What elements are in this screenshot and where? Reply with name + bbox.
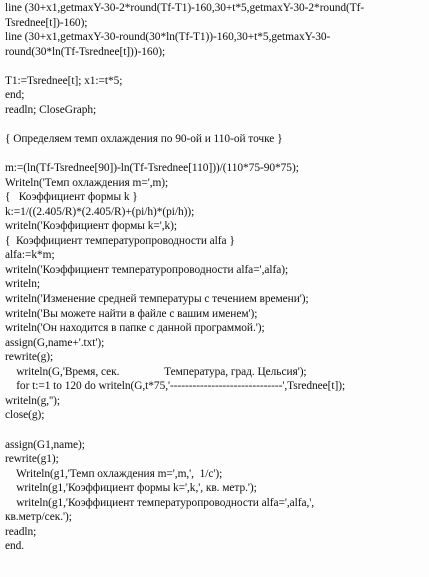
code-line: end; <box>5 89 25 102</box>
code-line: writeln('Вы можете найти в файле с вашим именем'); <box>5 307 258 320</box>
code-line: { Коэффициент температуропроводности alfa } <box>5 234 235 247</box>
code-line: m:=(ln(Tf-Tsrednee[90])-ln(Tf-Tsrednee[110]))/(110*75-90*75); <box>5 162 299 175</box>
code-line: writeln('Коэффициент формы k=',k); <box>5 220 178 233</box>
code-line: line (30+x1,getmaxY-30-2*round(Tf-T1)-160,30+t*5,getmaxY-30-2*round(Tf- <box>5 2 365 14</box>
code-line: writeln(g1,'Коэффициент температуропроводности alfa=',alfa,', <box>5 496 315 509</box>
code-line: Writeln('Темп охлаждения m=',m); <box>5 176 169 189</box>
code-line: writeln('Коэффициент температуропроводности alfa=',alfa); <box>5 263 289 276</box>
code-line: writeln('Изменение средней температуры с течением времени'); <box>5 293 309 305</box>
code-line: k:=1/((2.405/R)*(2.405/R)+(pi/h)*(pi/h)); <box>5 205 195 218</box>
code-line: close(g); <box>5 409 45 422</box>
code-line: Writeln(g1,'Темп охлаждения m=',m,', 1/c'); <box>5 467 223 480</box>
code-line: end. <box>5 540 25 553</box>
code-line: writeln(g,''); <box>5 394 60 407</box>
code-line: writeln(g1,'Коэффициент формы k=',k,', кв. метр.'); <box>5 482 257 495</box>
code-line: readln; <box>5 525 37 538</box>
code-line: { Коэффициент формы k } <box>5 191 138 204</box>
code-line: assign(G1,name); <box>5 438 85 451</box>
code-line: rewrite(g); <box>5 351 54 364</box>
code-line: readln; CloseGraph; <box>5 103 97 116</box>
code-line: line (30+x1,getmaxY-30-round(30*ln(Tf-T1))-160,30+t*5,getmaxY-30- <box>5 31 331 44</box>
code-line: T1:=Tsrednee[t]; x1:=t*5; <box>5 74 123 87</box>
code-line: for t:=1 to 120 do writeln(G,t*75,'------------------------------',Tsrednee[t]); <box>5 380 346 393</box>
code-line: alfa:=k*m; <box>5 249 55 262</box>
code-line: кв.метр/сек.'); <box>5 511 72 524</box>
code-line: rewrite(g1); <box>5 453 59 466</box>
code-line: writeln('Он находится в папке с данной программой.'); <box>5 322 265 335</box>
code-line: { Определяем темп охлаждения по 90-ой и 110-ой точке } <box>5 133 283 145</box>
code-line: Tsrednee[t])-160); <box>5 16 88 29</box>
code-line: round(30*ln(Tf-Tsrednee[t]))-160); <box>5 45 166 58</box>
code-line: writeln(G,'Время, сек. Температура, град. Цельсия'); <box>5 365 307 378</box>
code-line: assign(G,name+'.txt'); <box>5 336 105 349</box>
code-line: writeln; <box>5 278 41 291</box>
